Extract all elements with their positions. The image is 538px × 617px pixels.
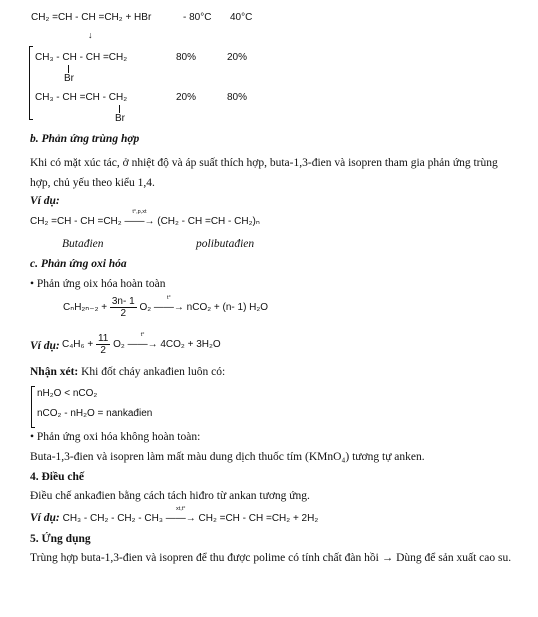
reaction-arrow-icon: t° ——→	[127, 332, 158, 351]
section-b-example-label: Ví dụ:	[30, 195, 60, 207]
section-4-paragraph: Điều chế ankađien bằng cách tách hiđro từ ankan tương ứng.	[30, 490, 310, 502]
dehydrogenation-line	[30, 506, 319, 524]
bond-line	[68, 65, 69, 73]
product-1-pct-high: 20%	[227, 52, 248, 63]
butadiene-combustion-equation	[62, 333, 221, 356]
product-1-substituent: Br	[64, 73, 74, 84]
ex-left: C₄H₆ +	[62, 339, 94, 351]
incomplete-oxidation-text: Buta-1,3-đien và isopren làm mất màu dung dịch thuốc tím (KMnO₄) tương tự anken.	[30, 451, 425, 463]
section-4-heading: 4. Điều chế	[30, 471, 84, 483]
product-2-substituent: Br	[115, 113, 125, 124]
arrow-condition: t°	[167, 295, 171, 302]
eq-right: CH₂ =CH - CH =CH₂ + 2H₂	[198, 513, 319, 524]
inequality-1: nH₂O < nCO₂	[37, 388, 98, 399]
reaction-arrow-icon: t°,p,xt ——→	[124, 209, 155, 227]
remark-text: Khi đốt cháy ankađien luôn có:	[81, 366, 226, 378]
name-butadien: Butađien	[62, 238, 104, 250]
product-1-formula: CH₃ - CH - CH =CH₂	[35, 52, 128, 63]
polymerization-equation	[30, 209, 260, 227]
bullet-complete-oxidation: • Phản ứng oix hóa hoàn toàn	[30, 278, 166, 290]
section-b-heading: b. Phản ứng trùng hợp	[30, 133, 140, 145]
section-c-example-label: Ví dụ:	[30, 340, 60, 352]
fraction-denominator: 2	[120, 308, 127, 319]
temp-high: 40°C	[230, 12, 253, 23]
bullet-incomplete-oxidation: • Phản ứng oxi hóa không hoàn toàn:	[30, 431, 201, 443]
products-brace	[29, 46, 33, 120]
arrow-condition: t°,p,xt	[132, 209, 147, 215]
oxygen: O₂	[113, 339, 125, 351]
eq-right: (CH₂ - CH =CH - CH₂)ₙ	[157, 216, 260, 227]
down-arrow-icon: ↓	[88, 30, 93, 40]
product-2-pct-high: 80%	[227, 92, 248, 103]
arrow-condition: xt,t°	[175, 506, 186, 512]
remark-line	[30, 366, 225, 378]
product-2-formula: CH₃ - CH =CH - CH₂	[35, 92, 128, 103]
dehydrogenation-equation	[62, 506, 319, 524]
inequality-2: nCO₂ - nH₂O = nankađien	[37, 408, 153, 419]
fraction-denominator: 2	[100, 345, 106, 356]
bond-line	[119, 105, 120, 113]
equation-text: CH₂ =CH - CH =CH₂ + HBr	[31, 12, 152, 23]
section-b-paragraph: Khi có mặt xúc tác, ở nhiệt độ và áp suất thích hợp, buta-1,3-đien và isopren tham gia phản ứng trùng hợp, chủ yếu theo kiểu 1,4.	[30, 157, 498, 189]
eq-left: CH₂ =CH - CH =CH₂	[30, 216, 122, 227]
arrow-condition: t°	[140, 332, 145, 339]
reaction-arrow-icon: xt,t° ——→	[165, 506, 196, 524]
inequality-brace	[31, 386, 35, 428]
gen-right: nCO₂ + (n- 1) H₂O	[186, 302, 269, 314]
product-1-pct-low: 80%	[176, 52, 197, 63]
fraction-numerator: 11	[97, 333, 109, 344]
general-combustion-equation	[63, 296, 268, 319]
fraction	[96, 333, 110, 356]
fraction	[110, 296, 137, 319]
fraction-numerator: 3n- 1	[111, 296, 135, 307]
section-4-example-label: Ví dụ:	[30, 512, 60, 524]
gen-left: CₙH₂ₙ₋₂ +	[63, 302, 108, 314]
ex-right: 4CO₂ + 3H₂O	[160, 339, 221, 351]
oxygen: O₂	[139, 302, 152, 314]
eq-left: CH₃ - CH₂ - CH₂ - CH₃	[62, 513, 163, 524]
section-5-paragraph: Trùng hợp buta-1,3-đien và isopren để thu được polime có tính chất đàn hồi → Dùng để sản xuất cao su.	[30, 552, 512, 564]
section-c-heading: c. Phản ứng oxi hóa	[30, 258, 127, 270]
name-polibutadien: polibutađien	[196, 238, 255, 250]
reaction-hbr-equation	[31, 12, 151, 23]
reaction-arrow-icon: t° ——→	[153, 295, 184, 314]
section-5-heading: 5. Ứng dụng	[30, 533, 91, 545]
temp-low: - 80°C	[183, 12, 212, 23]
remark-label: Nhận xét:	[30, 366, 79, 378]
product-2-pct-low: 20%	[176, 92, 197, 103]
